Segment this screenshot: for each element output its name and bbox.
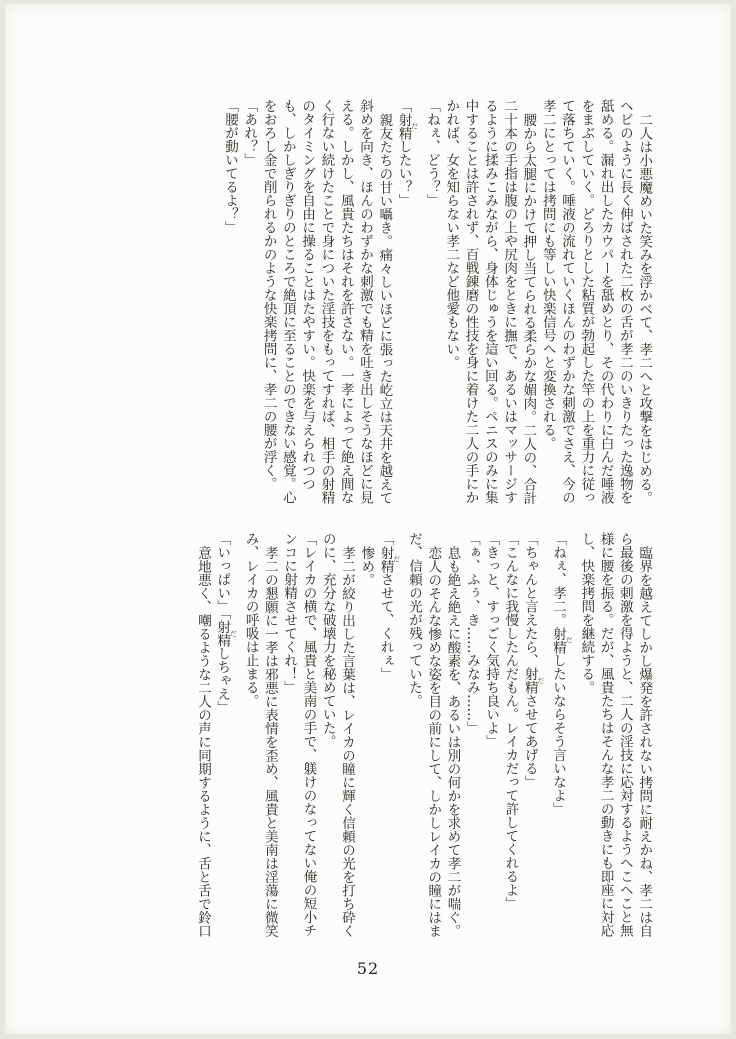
text-column: 「射精 だしたい？」 — [395, 99, 419, 207]
text-column: 「ちゃんと言えたら、射精 ださせてあげる」 — [521, 532, 545, 789]
text-column: ヘビのように長く伸ばされた二枚の舌が孝二のいきりたった逸物を — [616, 99, 633, 504]
text-column: 親友たちの甘い囁き。痛々しいほどに張った屹立は天井を越えて — [376, 112, 393, 504]
text-column: 斜めを向き、ほんのわずかな刺激でも精を吐き出しそうなほどに見 — [357, 99, 374, 504]
text-column: く行ない続けたことで身についた淫技をもってすれば、相手の射精 — [318, 99, 335, 504]
text-column: をまぶしていく。どろりとした粘質が勃起した竿の上を重力に従っ — [578, 99, 595, 504]
text-column: 臨界を越えてしかし爆発を許されない拷問に耐えかね、孝二は自 — [636, 545, 653, 937]
text-column: える。しかし、風貴たちはそれを許さない。一孝によって絶え間な — [337, 99, 354, 504]
text-column: 孝二の懇願に一孝は邪悪に表情を歪め、風貴と美南は淫蕩に微笑 — [261, 545, 278, 937]
text-column: 「射精 ださせて、くれぇ」 — [377, 532, 401, 681]
text-column: 恋人のそんな惨めな姿を目の前にして、しかしレイカの瞳にはま — [425, 545, 442, 937]
text-column: 孝二が絞り出した言葉は、レイカの瞳に輝く信頼の光を打ち砕く — [339, 545, 356, 937]
text-column: のに、充分な破壊力を秘めていた。 — [319, 532, 336, 748]
text-column: 「腰が動いてるよ？」 — [221, 99, 238, 234]
text-column: 「こんなに我慢したんだもん。レイカだって許してくれるよ」 — [502, 532, 519, 910]
text-column: るように揉みこみながら、身体じゅうを這い回る。ペニスのみに集 — [481, 99, 498, 504]
text-column: み、レイカの呼吸は止まる。 — [242, 532, 259, 708]
text-column: 意地悪く、嘲るような二人の声に同期するように、舌と舌で鈴口 — [194, 545, 211, 937]
text-column: 「あれ？」 — [241, 99, 258, 167]
text-column: 二人は小悪魔めいた笑みを浮かべて、孝二へと攻撃をはじめる。 — [636, 112, 653, 504]
text-column: 舐める。漏れ出したカウパーを舐めとり、その代わりに白んだ唾液 — [597, 99, 614, 504]
page-number: 52 — [356, 959, 380, 978]
text-column: て落ちていく。唾液の流れていくほんのわずかな刺激でさえ、今の — [559, 99, 576, 504]
text-column: 「いっぱい」「射精 だしちゃえ」 — [214, 532, 238, 715]
text-column: 腰から太腿にかけて押し当てられる柔らかな媚肉。二人の、合計 — [520, 112, 537, 504]
text-column: ら最後の刺激を得ようと、二人の淫技に応対するようへこへこと無 — [616, 532, 633, 937]
text-column: し、快楽拷問を継続する。 — [578, 532, 595, 694]
scanned-book-page — [5, 4, 731, 1034]
text-column: かれば、女を知らない孝二など他愛もない。 — [443, 99, 460, 369]
text-column: も、しかしぎりぎりのところで絶頂に至ることのできない感覚。心 — [279, 99, 296, 504]
text-column: だ、信頼の光が残っていた。 — [405, 532, 422, 708]
text-column: 中することは許されず、百戦錬磨の性技を身に着けた二人の手にか — [462, 99, 479, 504]
text-column: 息も絶え絶えに酸素を、あるいは別の何かを求めて孝二が喘ぐ。 — [444, 545, 461, 937]
text-column: 惨め。 — [358, 545, 375, 586]
text-column: をおろし金で削られるかのような快楽拷問に、孝二の腰が浮く。 — [260, 99, 277, 491]
text-column: 孝二にとっては拷問にも等しい快楽信号へと変換される。 — [539, 99, 556, 450]
text-column: 様に腰を振る。だが、風貴たちはそんな孝二の動きにも即座に対応 — [597, 532, 614, 937]
upper-text-block — [217, 99, 656, 505]
text-column: 「きっと、すっごく気持ち良いよ」 — [483, 532, 500, 748]
text-column: 「ぁ、ふぅ、き……みなみ……」 — [463, 532, 480, 735]
text-column: 「ねぇ、孝二。射精 だしたいならそう言いなよ」 — [550, 532, 574, 816]
text-column: ンコに射精させてくれ！」 — [281, 532, 298, 694]
text-column: のタイミングを自由に操ることはたやすい。快楽を与えられつつ — [299, 99, 316, 491]
lower-text-block — [190, 532, 656, 938]
text-column: 「レイカの横で、風貴と美南の手で、躾けのなってない俺の短小チ — [300, 532, 317, 937]
text-column: 「ねぇ、どう？」 — [423, 99, 440, 207]
text-column: 二十本の手指は腹の上や尻肉をときに撫で、あるいはマッサージす — [501, 99, 518, 504]
